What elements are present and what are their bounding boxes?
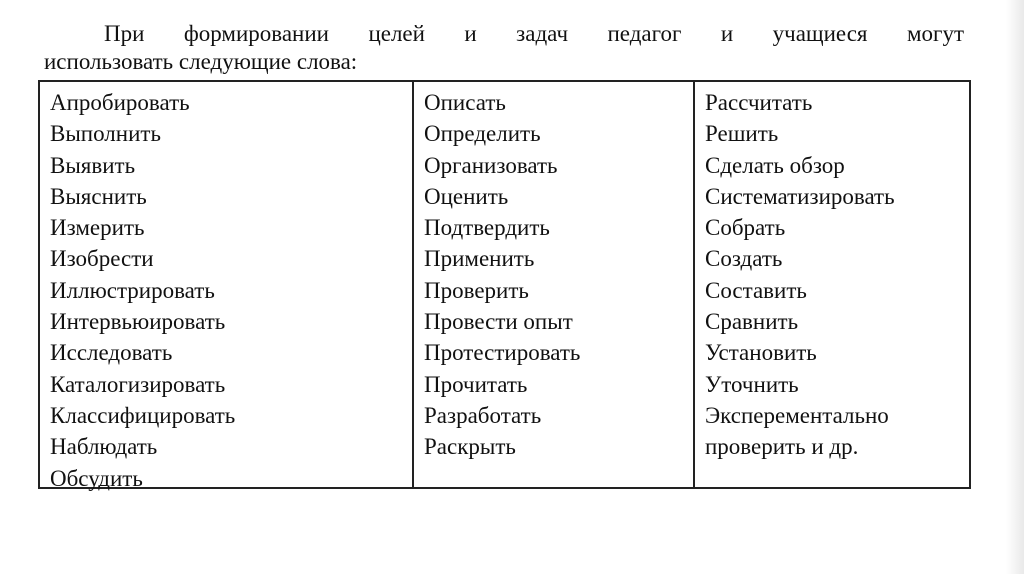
table-cell-word: Апробировать <box>50 90 190 115</box>
page-edge-shadow <box>1006 0 1024 574</box>
table-cell-word: Разработать <box>424 402 542 428</box>
intro-word: учащиеся <box>772 21 868 46</box>
table-cell-word: Применить <box>424 246 535 272</box>
table-cell-word: Обсудить <box>50 465 143 491</box>
table-cell-word: Выявить <box>50 152 136 178</box>
intro-word: могут <box>906 21 964 46</box>
word-table <box>38 80 971 489</box>
table-cell-word: проверить и др. <box>705 434 859 460</box>
intro-word: задач <box>516 21 569 46</box>
table-cell-word: Классифицировать <box>50 402 236 428</box>
table-cell-word: Наблюдать <box>50 434 158 460</box>
table-column-3 <box>693 82 969 487</box>
table-cell-word: Интервьюировать <box>50 309 226 335</box>
intro-word: и <box>464 21 477 46</box>
intro-word: и <box>720 21 734 46</box>
table-cell-word: Выяснить <box>50 183 147 209</box>
table-cell-word: Сравнить <box>705 309 799 335</box>
intro-word: При <box>104 21 145 46</box>
table-cell-word: Систематизировать <box>705 183 895 209</box>
table-cell-word: Протестировать <box>424 340 581 366</box>
table-cell-word: Эксперементально <box>705 402 889 428</box>
table-cell-word: Провести опыт <box>424 309 573 335</box>
table-cell-word: Сделать обзор <box>705 152 845 178</box>
table-column-1 <box>40 82 412 491</box>
table-cell-word: Описать <box>424 90 506 115</box>
table-cell-word: Уточнить <box>705 371 799 397</box>
table-cell-word: Установить <box>705 340 817 366</box>
table-cell-word: Прочитать <box>424 371 528 397</box>
table-cell-word: Проверить <box>424 277 529 303</box>
intro-word: формировании <box>183 21 329 46</box>
table-cell-word: Выполнить <box>50 121 161 147</box>
intro-line-1 <box>44 20 964 48</box>
table-cell-word: Каталогизировать <box>50 371 226 397</box>
intro-word: педагог <box>607 21 682 46</box>
intro-line-2: использовать следующие слова: <box>44 49 358 74</box>
intro-paragraph <box>44 20 964 76</box>
table-column-2 <box>412 82 693 487</box>
table-cell-word: Собрать <box>705 215 786 241</box>
intro-word: целей <box>368 21 425 46</box>
table-cell-word: Иллюстрировать <box>50 277 215 303</box>
table-cell-word: Рассчитать <box>705 90 813 115</box>
table-cell-word: Исследовать <box>50 340 173 366</box>
table-cell-word: Создать <box>705 246 783 272</box>
table-cell-word: Определить <box>424 121 541 147</box>
table-cell-word: Составить <box>705 277 807 303</box>
table-cell-word: Изобрести <box>50 246 154 272</box>
table-cell-word: Раскрыть <box>424 434 516 460</box>
table-cell-word: Решить <box>705 121 779 147</box>
table-cell-word: Оценить <box>424 183 509 209</box>
table-cell-word: Измерить <box>50 215 145 241</box>
table-cell-word: Организовать <box>424 152 558 178</box>
table-cell-word: Подтвердить <box>424 215 550 241</box>
